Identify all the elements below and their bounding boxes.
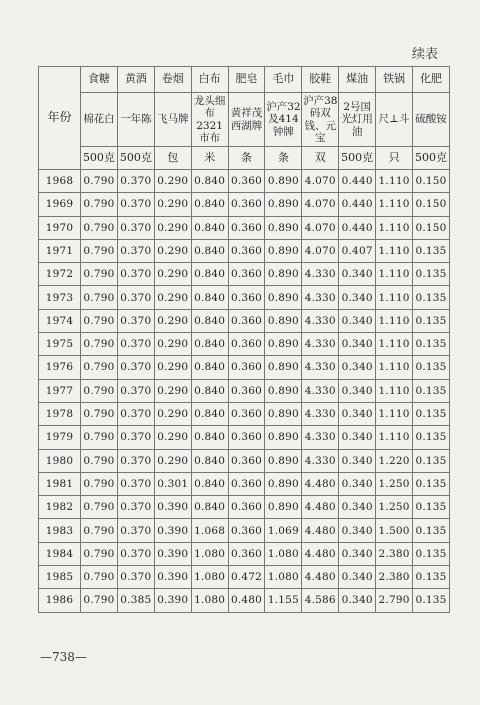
price-cell: 0.135: [413, 309, 450, 332]
price-cell: 0.340: [339, 402, 376, 425]
price-cell: 0.135: [413, 356, 450, 379]
price-cell: 0.440: [339, 193, 376, 216]
price-cell: 0.340: [339, 263, 376, 286]
price-cell: 0.890: [265, 333, 302, 356]
price-cell: 0.290: [154, 449, 191, 472]
table-row: [39, 239, 450, 262]
price-cell: 0.360: [228, 309, 265, 332]
price-cell: 0.340: [339, 379, 376, 402]
year-cell: 1970: [39, 216, 81, 239]
price-cell: 0.440: [339, 170, 376, 193]
price-cell: 0.370: [117, 472, 154, 495]
product-name: 化肥: [413, 67, 450, 93]
price-cell: 0.840: [191, 449, 228, 472]
price-cell: 4.070: [302, 170, 339, 193]
price-cell: 1.068: [191, 519, 228, 542]
table-row: [39, 566, 450, 589]
price-cell: 0.840: [191, 170, 228, 193]
product-name: 铁锅: [376, 67, 413, 93]
price-cell: 0.150: [413, 170, 450, 193]
price-cell: 0.370: [117, 566, 154, 589]
price-cell: 0.790: [81, 449, 118, 472]
year-cell: 1973: [39, 286, 81, 309]
table-body: [39, 170, 450, 613]
price-cell: 0.370: [117, 333, 154, 356]
price-cell: 0.135: [413, 496, 450, 519]
price-cell: 0.340: [339, 426, 376, 449]
price-cell: 4.480: [302, 496, 339, 519]
table-row: [39, 309, 450, 332]
price-cell: 0.890: [265, 216, 302, 239]
price-cell: 0.370: [117, 356, 154, 379]
price-cell: 1.080: [265, 542, 302, 565]
price-cell: 0.840: [191, 472, 228, 495]
price-cell: 0.360: [228, 216, 265, 239]
product-unit: 条: [265, 147, 302, 170]
table-row: [39, 379, 450, 402]
price-cell: 0.890: [265, 426, 302, 449]
price-cell: 0.360: [228, 170, 265, 193]
table-row: [39, 402, 450, 425]
price-cell: 0.370: [117, 239, 154, 262]
product-name-row: [39, 67, 450, 93]
price-cell: 0.290: [154, 333, 191, 356]
price-cell: 0.890: [265, 402, 302, 425]
price-cell: 0.472: [228, 566, 265, 589]
price-cell: 0.840: [191, 239, 228, 262]
price-cell: 1.110: [376, 286, 413, 309]
price-cell: 1.110: [376, 426, 413, 449]
price-cell: 0.370: [117, 263, 154, 286]
price-cell: 4.586: [302, 589, 339, 612]
year-cell: 1980: [39, 449, 81, 472]
price-cell: 0.370: [117, 542, 154, 565]
product-name: 卷烟: [154, 67, 191, 93]
price-cell: 0.790: [81, 170, 118, 193]
product-unit-row: [39, 147, 450, 170]
price-cell: 0.290: [154, 286, 191, 309]
price-cell: 0.890: [265, 309, 302, 332]
price-cell: 0.840: [191, 193, 228, 216]
year-cell: 1982: [39, 496, 81, 519]
year-cell: 1976: [39, 356, 81, 379]
price-cell: 0.370: [117, 309, 154, 332]
price-table: [38, 66, 450, 613]
price-cell: 0.370: [117, 496, 154, 519]
table-row: [39, 333, 450, 356]
price-cell: 0.370: [117, 286, 154, 309]
price-cell: 0.360: [228, 519, 265, 542]
price-cell: 0.790: [81, 519, 118, 542]
price-cell: 0.790: [81, 239, 118, 262]
price-cell: 0.290: [154, 356, 191, 379]
price-cell: 0.360: [228, 263, 265, 286]
year-cell: 1974: [39, 309, 81, 332]
price-cell: 0.360: [228, 542, 265, 565]
product-unit: 条: [228, 147, 265, 170]
price-cell: 0.360: [228, 472, 265, 495]
price-cell: 0.360: [228, 239, 265, 262]
price-cell: 0.290: [154, 426, 191, 449]
table-row: [39, 542, 450, 565]
price-cell: 4.070: [302, 193, 339, 216]
price-cell: 1.155: [265, 589, 302, 612]
table-row: [39, 263, 450, 286]
price-cell: 0.135: [413, 542, 450, 565]
price-cell: 0.135: [413, 472, 450, 495]
price-cell: 0.840: [191, 426, 228, 449]
price-cell: 0.790: [81, 542, 118, 565]
price-cell: 0.290: [154, 402, 191, 425]
price-cell: 0.370: [117, 170, 154, 193]
product-name: 白布: [191, 67, 228, 93]
table-row: [39, 216, 450, 239]
product-spec: 尺⊥斗: [376, 93, 413, 147]
price-cell: 0.340: [339, 333, 376, 356]
price-cell: 0.890: [265, 286, 302, 309]
price-cell: 0.790: [81, 216, 118, 239]
price-cell: 0.360: [228, 193, 265, 216]
price-cell: 0.340: [339, 472, 376, 495]
price-cell: 0.790: [81, 356, 118, 379]
price-cell: 1.250: [376, 472, 413, 495]
product-spec: 黄祥茂西湖牌: [228, 93, 265, 147]
price-cell: 1.220: [376, 449, 413, 472]
price-cell: 0.390: [154, 542, 191, 565]
product-unit: 双: [302, 147, 339, 170]
product-name: 胶鞋: [302, 67, 339, 93]
price-cell: 0.790: [81, 472, 118, 495]
price-cell: 4.330: [302, 356, 339, 379]
price-cell: 0.890: [265, 170, 302, 193]
price-cell: 0.135: [413, 426, 450, 449]
price-cell: 0.135: [413, 566, 450, 589]
price-cell: 4.330: [302, 286, 339, 309]
price-cell: 1.110: [376, 216, 413, 239]
product-spec: 飞马牌: [154, 93, 191, 147]
price-cell: 0.840: [191, 496, 228, 519]
price-cell: 4.330: [302, 402, 339, 425]
price-cell: 0.840: [191, 402, 228, 425]
table-row: [39, 449, 450, 472]
price-cell: 0.290: [154, 263, 191, 286]
price-cell: 1.110: [376, 356, 413, 379]
price-cell: 0.135: [413, 286, 450, 309]
product-unit: 500克: [413, 147, 450, 170]
price-cell: 0.890: [265, 356, 302, 379]
price-cell: 4.330: [302, 449, 339, 472]
price-cell: 0.290: [154, 193, 191, 216]
price-cell: 1.110: [376, 379, 413, 402]
continued-table-label: 续表: [411, 47, 438, 62]
price-cell: 2.790: [376, 589, 413, 612]
price-cell: 0.340: [339, 496, 376, 519]
price-cell: 0.135: [413, 519, 450, 542]
product-name: 肥皂: [228, 67, 265, 93]
price-cell: 0.840: [191, 379, 228, 402]
price-cell: 1.069: [265, 519, 302, 542]
price-cell: 1.080: [191, 589, 228, 612]
price-cell: 0.890: [265, 239, 302, 262]
price-cell: 0.390: [154, 496, 191, 519]
product-spec: 2号国光灯用油: [339, 93, 376, 147]
price-cell: 0.790: [81, 309, 118, 332]
price-cell: 0.340: [339, 356, 376, 379]
price-cell: 0.370: [117, 379, 154, 402]
price-cell: 0.370: [117, 426, 154, 449]
price-cell: 0.840: [191, 286, 228, 309]
price-cell: 0.790: [81, 496, 118, 519]
product-spec: 沪产32及414钟牌: [265, 93, 302, 147]
price-cell: 0.360: [228, 426, 265, 449]
price-cell: 0.360: [228, 286, 265, 309]
price-cell: 0.290: [154, 216, 191, 239]
price-cell: 0.340: [339, 566, 376, 589]
price-cell: 0.340: [339, 589, 376, 612]
year-cell: 1983: [39, 519, 81, 542]
price-cell: 4.330: [302, 426, 339, 449]
product-spec: 硫酸铵: [413, 93, 450, 147]
price-cell: 1.110: [376, 263, 413, 286]
price-cell: 4.480: [302, 542, 339, 565]
price-cell: 0.370: [117, 193, 154, 216]
price-cell: 0.890: [265, 449, 302, 472]
price-cell: 0.340: [339, 542, 376, 565]
price-cell: 1.110: [376, 333, 413, 356]
price-cell: 1.250: [376, 496, 413, 519]
price-cell: 0.840: [191, 333, 228, 356]
year-cell: 1975: [39, 333, 81, 356]
product-name: 食糖: [81, 67, 118, 93]
year-cell: 1979: [39, 426, 81, 449]
product-unit: 米: [191, 147, 228, 170]
table-row: [39, 519, 450, 542]
year-cell: 1969: [39, 193, 81, 216]
year-cell: 1972: [39, 263, 81, 286]
price-cell: 0.790: [81, 589, 118, 612]
table-row: [39, 286, 450, 309]
price-cell: 0.370: [117, 449, 154, 472]
price-cell: 4.480: [302, 472, 339, 495]
price-cell: 0.385: [117, 589, 154, 612]
price-cell: 4.070: [302, 239, 339, 262]
page-number: —738—: [40, 650, 87, 664]
price-cell: 0.440: [339, 216, 376, 239]
product-unit: 包: [154, 147, 191, 170]
price-cell: 0.370: [117, 519, 154, 542]
price-cell: 0.290: [154, 170, 191, 193]
year-cell: 1984: [39, 542, 81, 565]
price-cell: 0.370: [117, 216, 154, 239]
price-cell: 0.790: [81, 379, 118, 402]
price-cell: 0.790: [81, 566, 118, 589]
price-cell: 0.135: [413, 379, 450, 402]
table-row: [39, 496, 450, 519]
price-cell: 4.480: [302, 519, 339, 542]
price-cell: 0.360: [228, 402, 265, 425]
year-cell: 1985: [39, 566, 81, 589]
price-cell: 4.330: [302, 333, 339, 356]
year-cell: 1977: [39, 379, 81, 402]
product-spec: 沪产38码双钱、元宝: [302, 93, 339, 147]
price-cell: 0.301: [154, 472, 191, 495]
price-cell: 0.890: [265, 472, 302, 495]
price-cell: 0.890: [265, 496, 302, 519]
price-cell: 0.790: [81, 286, 118, 309]
price-cell: 0.360: [228, 379, 265, 402]
product-spec: 棉花白: [81, 93, 118, 147]
table-row: [39, 170, 450, 193]
product-name: 黄酒: [117, 67, 154, 93]
product-unit: 500克: [117, 147, 154, 170]
price-cell: 2.380: [376, 566, 413, 589]
product-name: 煤油: [339, 67, 376, 93]
price-cell: 4.330: [302, 263, 339, 286]
price-cell: 0.480: [228, 589, 265, 612]
price-cell: 0.135: [413, 402, 450, 425]
price-cell: 0.360: [228, 333, 265, 356]
price-cell: 0.407: [339, 239, 376, 262]
price-cell: 1.110: [376, 309, 413, 332]
price-cell: 0.360: [228, 449, 265, 472]
year-column-header: 年份: [39, 67, 81, 170]
price-cell: 4.480: [302, 566, 339, 589]
price-cell: 0.390: [154, 566, 191, 589]
price-cell: 4.070: [302, 216, 339, 239]
price-cell: 0.890: [265, 193, 302, 216]
price-cell: 0.840: [191, 309, 228, 332]
price-cell: 0.340: [339, 286, 376, 309]
price-cell: 0.360: [228, 496, 265, 519]
price-cell: 0.135: [413, 449, 450, 472]
product-spec: 一年陈: [117, 93, 154, 147]
price-cell: 0.290: [154, 379, 191, 402]
price-cell: 0.890: [265, 263, 302, 286]
price-cell: 0.360: [228, 356, 265, 379]
year-cell: 1978: [39, 402, 81, 425]
price-cell: 2.380: [376, 542, 413, 565]
price-cell: 0.135: [413, 589, 450, 612]
price-cell: 4.330: [302, 309, 339, 332]
price-cell: 0.290: [154, 309, 191, 332]
table-row: [39, 426, 450, 449]
year-cell: 1986: [39, 589, 81, 612]
table-row: [39, 472, 450, 495]
price-cell: 0.340: [339, 309, 376, 332]
price-cell: 1.110: [376, 402, 413, 425]
price-cell: 0.790: [81, 193, 118, 216]
price-cell: 0.840: [191, 216, 228, 239]
price-cell: 0.370: [117, 402, 154, 425]
price-cell: 0.390: [154, 589, 191, 612]
price-cell: 1.080: [265, 566, 302, 589]
price-cell: 0.150: [413, 193, 450, 216]
price-cell: 1.110: [376, 170, 413, 193]
price-cell: 0.790: [81, 333, 118, 356]
product-spec: 龙头细布2321市布: [191, 93, 228, 147]
price-cell: 4.330: [302, 379, 339, 402]
product-unit: 500克: [339, 147, 376, 170]
product-name: 毛巾: [265, 67, 302, 93]
product-unit: 只: [376, 147, 413, 170]
product-unit: 500克: [81, 147, 118, 170]
price-cell: 0.135: [413, 263, 450, 286]
price-cell: 0.390: [154, 519, 191, 542]
price-cell: 0.790: [81, 263, 118, 286]
price-cell: 0.290: [154, 239, 191, 262]
table-row: [39, 193, 450, 216]
year-cell: 1971: [39, 239, 81, 262]
price-cell: 0.150: [413, 216, 450, 239]
year-cell: 1981: [39, 472, 81, 495]
price-cell: 1.080: [191, 566, 228, 589]
table-row: [39, 589, 450, 612]
price-cell: 1.110: [376, 193, 413, 216]
price-cell: 0.890: [265, 379, 302, 402]
price-cell: 0.790: [81, 426, 118, 449]
price-cell: 0.840: [191, 263, 228, 286]
price-cell: 0.135: [413, 239, 450, 262]
price-cell: 0.840: [191, 356, 228, 379]
year-cell: 1968: [39, 170, 81, 193]
price-cell: 1.110: [376, 239, 413, 262]
price-cell: 0.340: [339, 449, 376, 472]
table-header: [39, 67, 450, 170]
price-cell: 1.500: [376, 519, 413, 542]
table-row: [39, 356, 450, 379]
price-cell: 1.080: [191, 542, 228, 565]
price-cell: 0.790: [81, 402, 118, 425]
price-cell: 0.135: [413, 333, 450, 356]
product-spec-row: [39, 93, 450, 147]
price-cell: 0.340: [339, 519, 376, 542]
